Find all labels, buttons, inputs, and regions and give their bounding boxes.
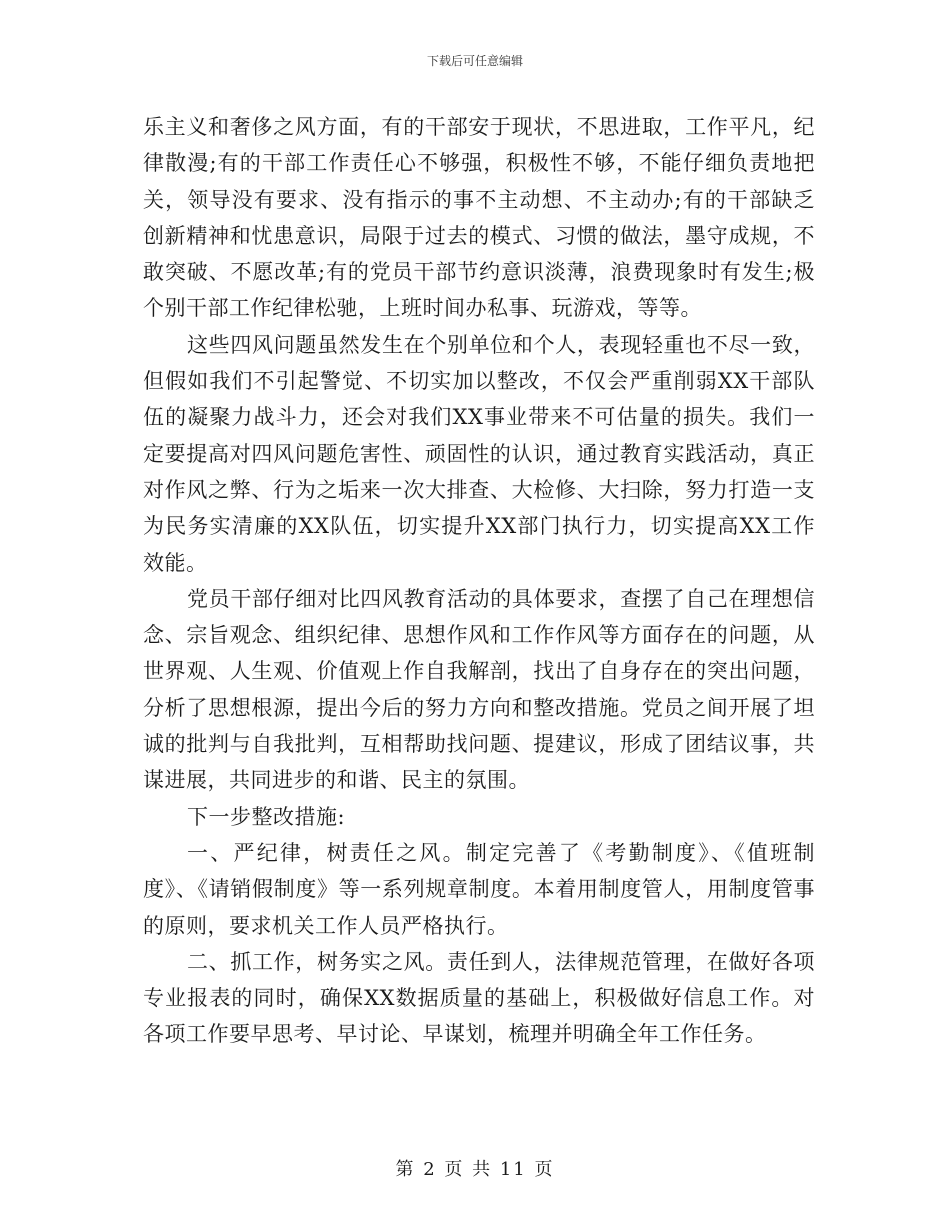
paragraph-continuation: 乐主义和奢侈之风方面，有的干部安于现状，不思进取，工作平凡，纪律散漫;有的干部工作责任心不够强，积极性不够，不能仔细负责地把关，领导没有要求、没有指示的事不主动想、不主动办;有的干部缺乏创新精神和忧患意识，局限于过去的模式、习惯的做法，墨守成规，不敢突破、不愿改革;有的党员干部节约意识淡薄，浪费现象时有发生;极个别干部工作纪律松驰，上班时间办私事、玩游戏，等等。 <box>143 115 815 321</box>
paragraph-four-winds-problems: 这些四风问题虽然发生在个别单位和个人，表现轻重也不尽一致，但假如我们不引起警觉、不切实加以整改，不仅会严重削弱XX干部队伍的凝聚力战斗力，还会对我们XX事业带来不可估量的损失。我们一定要提高对四风问题危害性、顽固性的认识，通过教育实践活动，真正对作风之弊、行为之垢来一次大排查、大检修、大扫除，努力打造一支为民务实清廉的XX队伍，切实提升XX部门执行力，切实提高XX工作效能。 <box>143 332 815 575</box>
paragraph-self-examination: 党员干部仔细对比四风教育活动的具体要求，查摆了自己在理想信念、宗旨观念、组织纪律、思想作风和工作作风等方面存在的问题，从世界观、人生观、价值观上作自我解剖，找出了自身存在的突出问题，分析了思想根源，提出今后的努力方向和整改措施。党员之间开展了坦诚的批判与自我批判，互相帮助找问题、提建议，形成了团结议事，共谋进展，共同进步的和谐、民主的氛围。 <box>143 586 815 793</box>
paragraph-next-steps-heading: 下一步整改措施: <box>187 804 346 829</box>
paragraph-measure-one: 一、严纪律，树责任之风。制定完善了《考勤制度》、《值班制度》、《请销假制度》等一系列规章制度。本着用制度管人，用制度管事的原则，要求机关工作人员严格执行。 <box>143 840 815 938</box>
page-number-footer: 第 2 页 共 11 页 <box>395 1159 555 1180</box>
document-body <box>143 109 815 1053</box>
page-header: 下载后可任意编辑 <box>426 54 523 68</box>
paragraph-measure-two: 二、抓工作，树务实之风。责任到人，法律规范管理，在做好各项专业报表的同时，确保XX数据质量的基础上，积极做好信息工作。对各项工作要早思考、早讨论、早谋划，梳理并明确全年工作任务。 <box>143 949 815 1047</box>
